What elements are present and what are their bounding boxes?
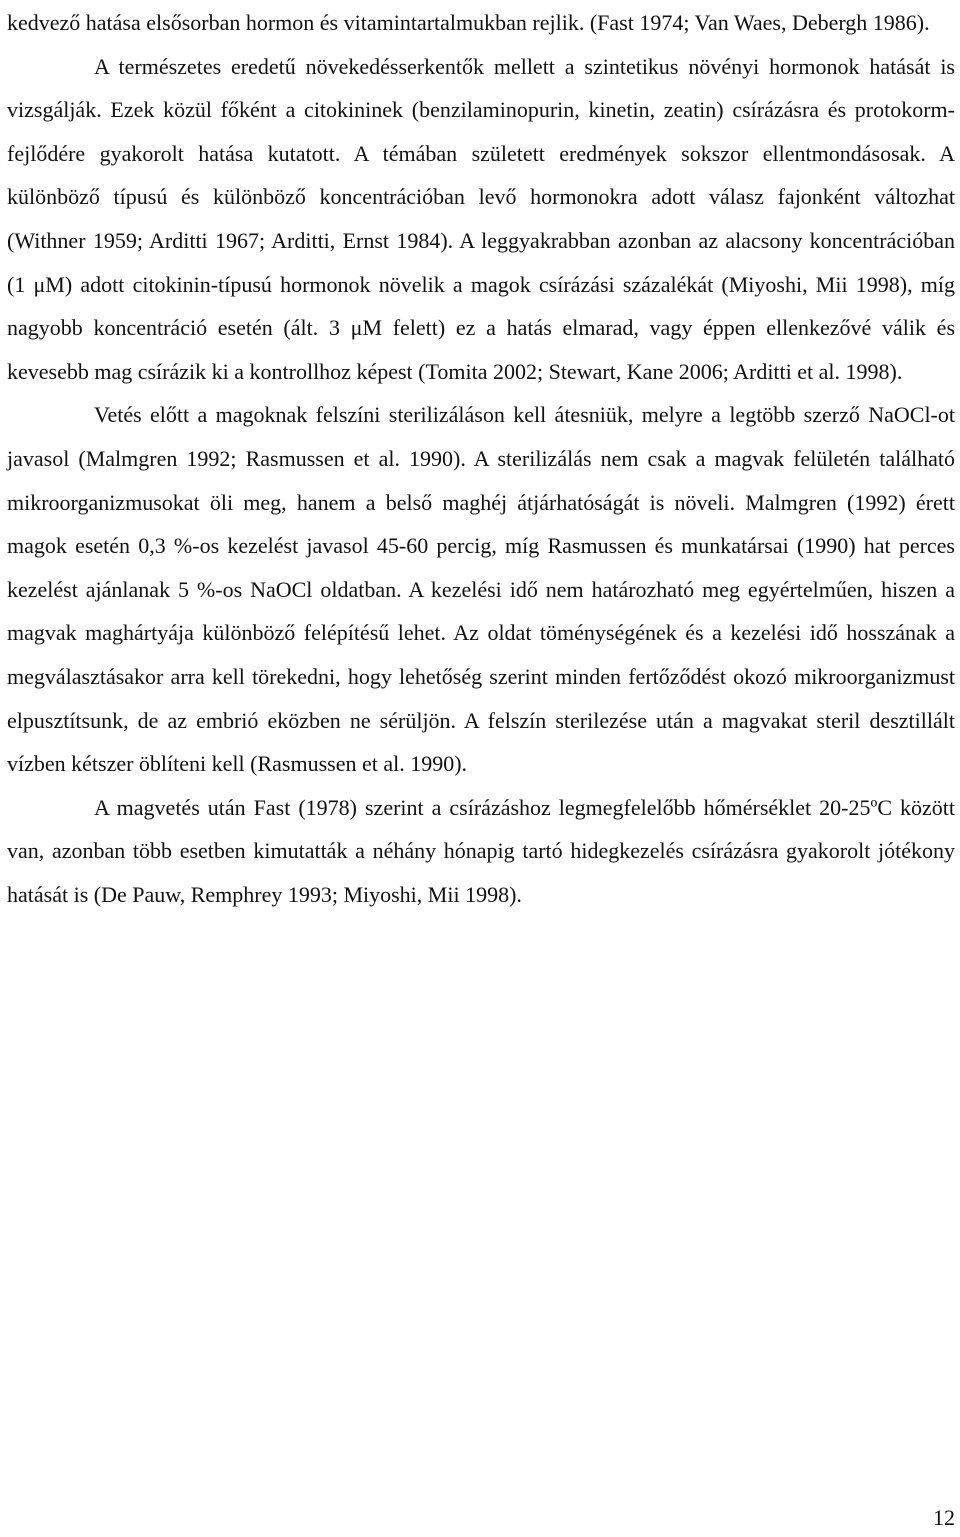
body-text — [7, 1, 955, 916]
paragraph-temperature: A magvetés után Fast (1978) szerint a csírázáshoz legmegfelelőbb hőmérséklet 20-25ºC között van, azonban több esetben kimutatták a néhány hónapig tartó hidegkezelés csírázásra gyakorolt jótékony hatását is (De Pauw, Remphrey 1993; Miyoshi, Mii 1998). — [7, 794, 955, 907]
document-page — [7, 0, 955, 1537]
paragraph-hormones: A természetes eredetű növekedésserkentők mellett a szintetikus növényi hormonok hatását is vizsgálják. Ezek közül főként a citokininek (benzilaminopurin, kinetin, zeatin) csírázásra és protokorm-fejlődére gyakorolt hatása kutatott. A témában született eredmények sokszor ellentmondásosak. A különböző típusú és különböző koncentrációban levő hormonokra adott válasz fajonként változhat (Withner 1959; Arditti 1967; Arditti, Ernst 1984). A leggyakrabban azonban az alacsony koncentrációban (1 μM) adott citokinin-típusú hormonok növelik a magok csírázási százalékát (Miyoshi, Mii 1998), míg nagyobb koncentráció esetén (ált. 3 μM felett) ez a hatás elmarad, vagy éppen ellenkezővé válik és kevesebb mag csírázik ki a kontrollhoz képest (Tomita 2002; Stewart, Kane 2006; Arditti et al. 1998). — [7, 53, 955, 384]
paragraph-sterilization: Vetés előtt a magoknak felszíni sterilizáláson kell átesniük, melyre a legtöbb szerző NaOCl-ot javasol (Malmgren 1992; Rasmussen et al. 1990). A sterilizálás nem csak a magvak felületén található mikroorganizmusokat öli meg, hanem a belső maghéj átjárhatóságát is növeli. Malmgren (1992) érett magok esetén 0,3 %-os kezelést javasol 45-60 percig, míg Rasmussen és munkatársai (1990) hat perces kezelést ajánlanak 5 %-os NaOCl oldatban. A kezelési idő nem határozható meg egyértelműen, hiszen a magvak maghártyája különböző felépítésű lehet. Az oldat töménységének és a kezelési idő hosszának a megválasztásakor arra kell törekedni, hogy lehetőség szerint minden fertőződést okozó mikroorganizmust elpusztítsunk, de az embrió eközben ne sérüljön. A felszín sterilezése után a magvakat steril desztillált vízben kétszer öblíteni kell (Rasmussen et al. 1990). — [7, 402, 955, 777]
paragraph-continuation: kedvező hatása elsősorban hormon és vitamintartalmukban rejlik. (Fast 1974; Van Waes, Debergh 1986). — [7, 10, 930, 35]
page-number: 12 — [933, 1505, 955, 1530]
